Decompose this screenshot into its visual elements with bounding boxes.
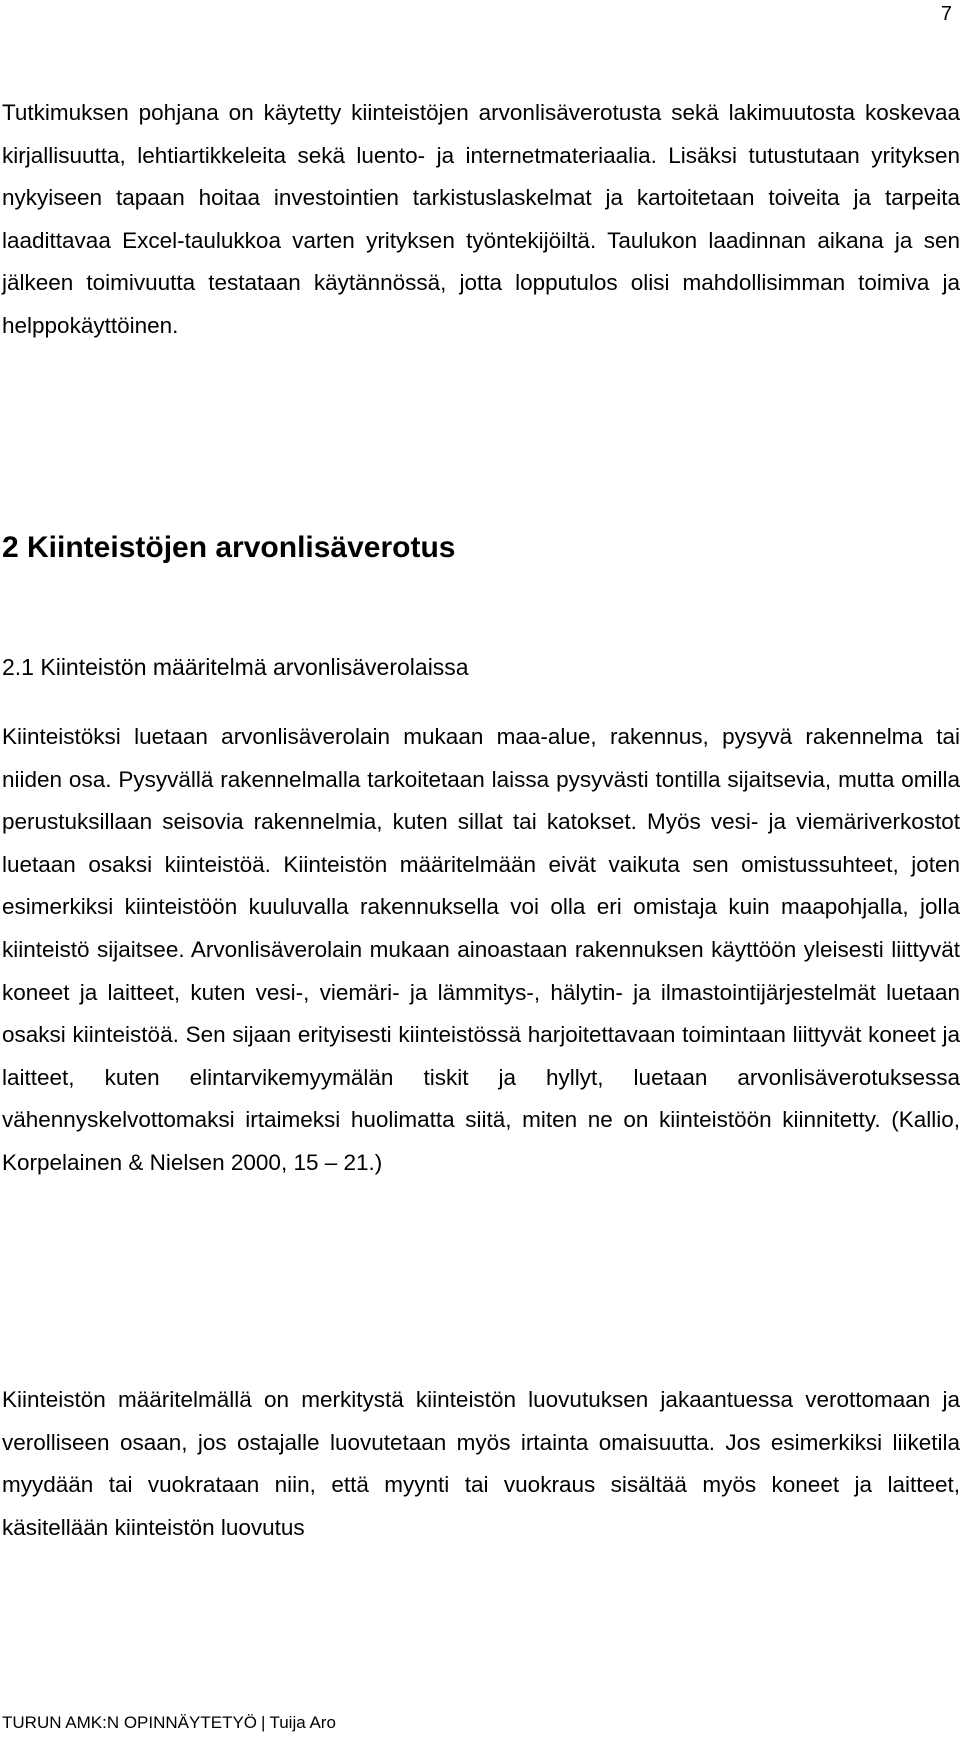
chapter-heading: 2 Kiinteistöjen arvonlisäverotus: [2, 531, 456, 564]
page-footer: [2, 1712, 336, 1734]
footer-separator: |: [261, 1713, 266, 1732]
section-paragraph-1: Kiinteistöksi luetaan arvonlisäverolain mukaan maa-alue, rakennus, pysyvä rakennelma tai niiden osa. Pysyvällä rakennelmalla tarkoitetaan laissa pysyvästi tontilla sijaitsevia, mutta omilla perustuksillaan seisovia rakennelmia, kuten sillat tai katokset. Myös vesi- ja viemäriverkostot luetaan osaksi kiinteistöä. Kiinteistön määritelmään eivät vaikuta sen omistussuhteet, joten esimerkiksi kiinteistöön kuuluvalla rakennuksella voi olla eri omistaja kuin maapohjalla, jolla kiinteistö sijaitsee. Arvonlisäverolain mukaan ainoastaan rakennuksen käyttöön yleisesti liittyvät koneet ja laitteet, kuten vesi-, viemäri- ja lämmitys-, hälytin- ja ilmastointijärjestelmät luetaan osaksi kiinteistöä. Sen sijaan erityisesti kiinteistössä harjoitettavaan toimintaan liittyvät koneet ja laitteet, kuten elintarvikemyymälän tiskit ja hyllyt, luetaan arvonlisäverotuksessa vähennyskelvottomaksi irtaimeksi huolimatta siitä, miten ne on kiinteistöön kiinnitetty. (Kallio, Korpelainen & Nielsen 2000, 15 – 21.): [2, 724, 960, 1175]
page-number: 7: [940, 3, 952, 25]
section-paragraph-2: Kiinteistön määritelmällä on merkitystä kiinteistön luovutuksen jakaantuessa verottomaan ja verolliseen osaan, jos ostajalle luovutetaan myös irtainta omaisuutta. Jos esimerkiksi liiketila myydään tai vuokrataan niin, että myynti tai vuokraus sisältää myös koneet ja laitteet, käsitellään kiinteistön luovutus: [2, 1387, 960, 1540]
footer-institution: TURUN AMK:N OPINNÄYTETYÖ: [2, 1713, 258, 1732]
footer-author: Tuija Aro: [269, 1713, 336, 1732]
section-heading: 2.1 Kiinteistön määritelmä arvonlisäverolaissa: [2, 654, 469, 680]
intro-paragraph: Tutkimuksen pohjana on käytetty kiinteistöjen arvonlisäverotusta sekä lakimuutosta koskevaa kirjallisuutta, lehtiartikkeleita sekä luento- ja internetmateriaalia. Lisäksi tutustutaan yrityksen nykyiseen tapaan hoitaa investointien tarkistuslaskelmat ja kartoitetaan toiveita ja tarpeita laadittavaa Excel-taulukkoa varten yrityksen työntekijöiltä. Taulukon laadinnan aikana ja sen jälkeen toimivuutta testataan käytännössä, jotta lopputulos olisi mahdollisimman toimiva ja helppokäyttöinen.: [2, 100, 960, 338]
